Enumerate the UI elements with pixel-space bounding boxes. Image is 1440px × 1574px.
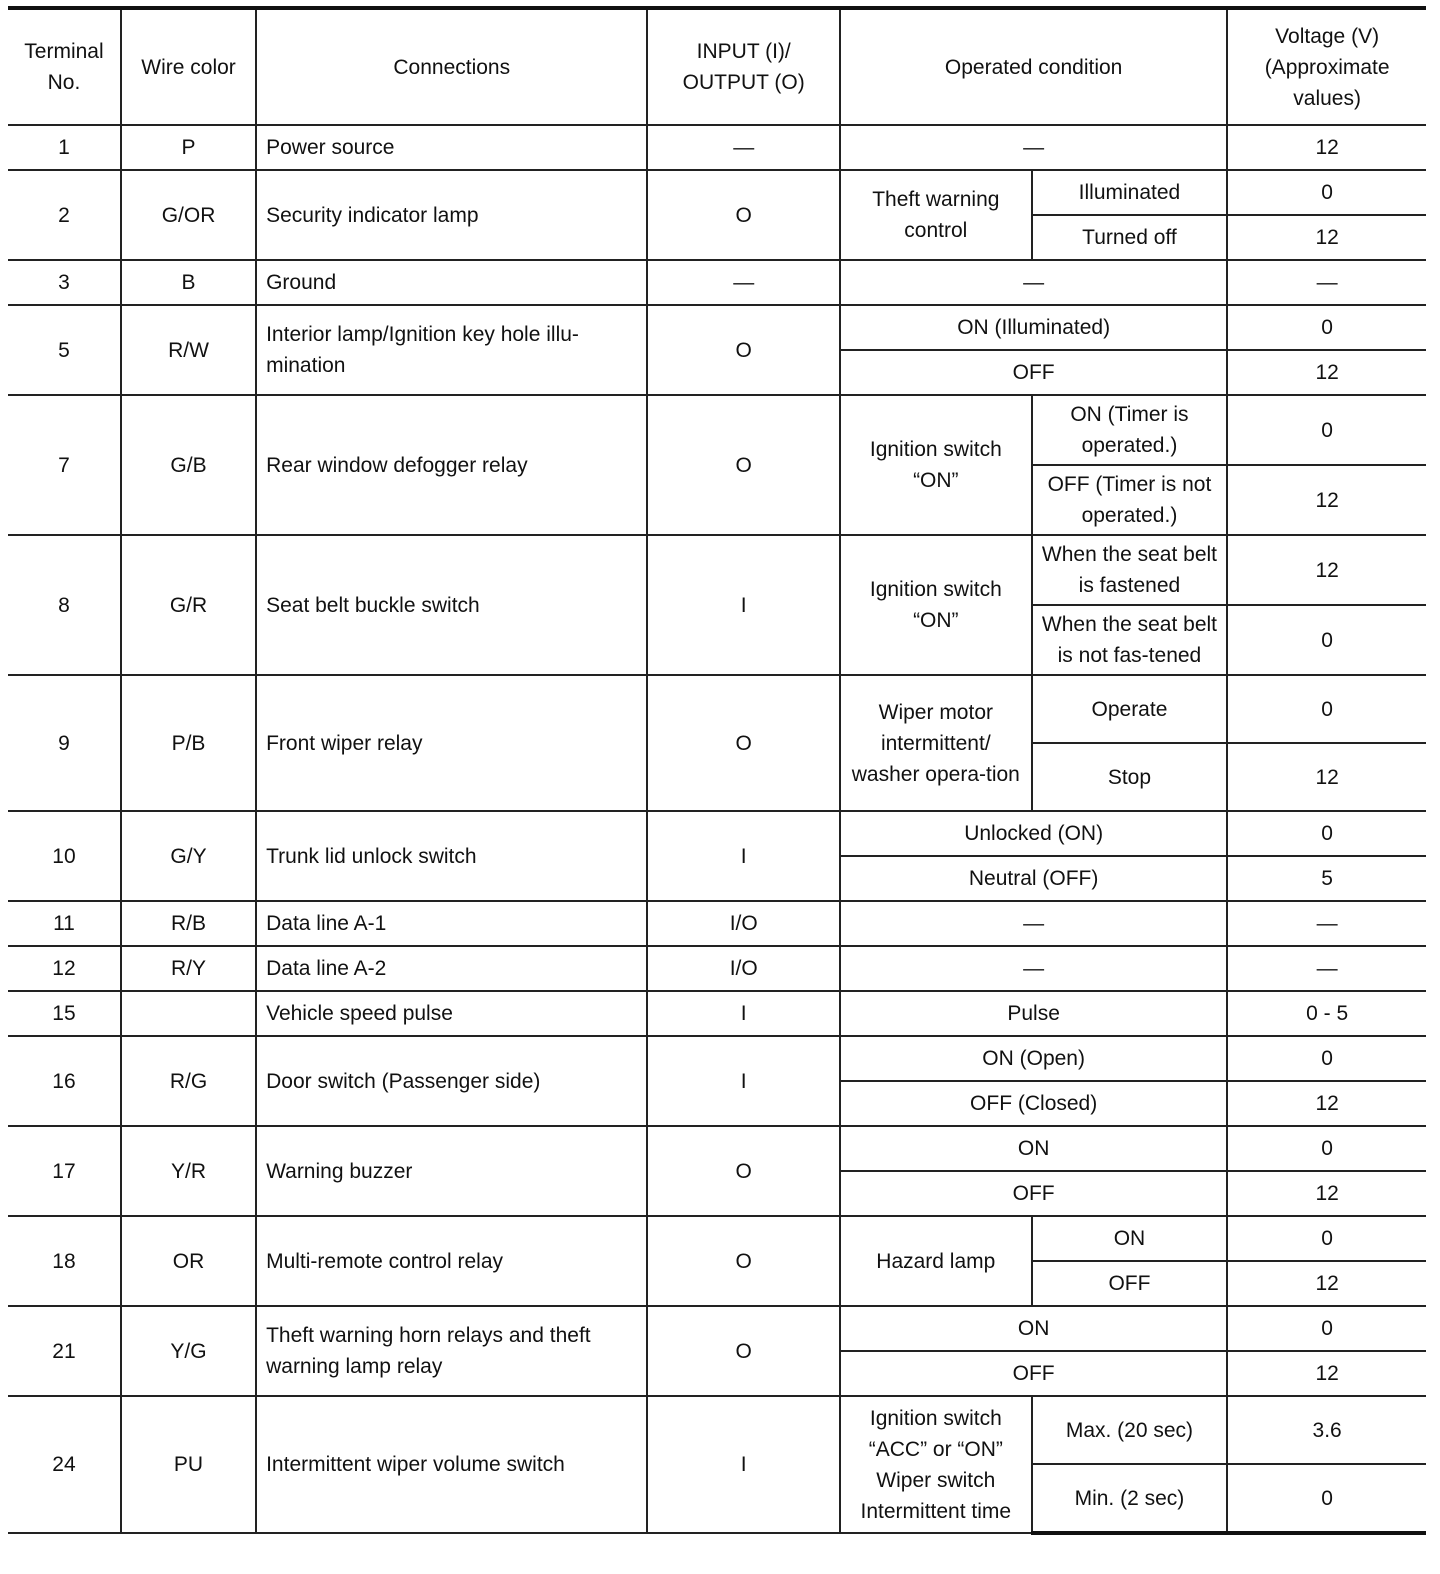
header-wire-color: Wire color xyxy=(121,8,256,125)
table-row xyxy=(8,125,1426,170)
voltage-cell: 0 xyxy=(1227,170,1426,215)
condition-cell: ON (Open) xyxy=(840,1036,1227,1081)
wire-color-cell: G/R xyxy=(121,535,256,675)
connections-cell: Power source xyxy=(256,125,647,170)
wire-color-cell: Y/G xyxy=(121,1306,256,1396)
wire-color-cell: G/Y xyxy=(121,811,256,901)
io-cell: I/O xyxy=(647,901,840,946)
connections-cell: Data line A-2 xyxy=(256,946,647,991)
terminal-cell: 18 xyxy=(8,1216,121,1306)
terminal-cell: 1 xyxy=(8,125,121,170)
connections-cell: Trunk lid unlock switch xyxy=(256,811,647,901)
wire-color-cell: B xyxy=(121,260,256,305)
io-cell: O xyxy=(647,675,840,811)
header-row xyxy=(8,8,1426,125)
voltage-cell: 0 xyxy=(1227,675,1426,743)
terminal-cell: 11 xyxy=(8,901,121,946)
table-row xyxy=(8,305,1426,350)
voltage-cell: 0 - 5 xyxy=(1227,991,1426,1036)
condition-cell: — xyxy=(840,946,1227,991)
connections-cell: Security indicator lamp xyxy=(256,170,647,260)
voltage-cell: 0 xyxy=(1227,395,1426,465)
wire-color-cell: R/G xyxy=(121,1036,256,1126)
voltage-cell: 12 xyxy=(1227,1351,1426,1396)
voltage-cell: 12 xyxy=(1227,215,1426,260)
voltage-cell: 0 xyxy=(1227,1216,1426,1261)
condition-cell: ON xyxy=(840,1306,1227,1351)
io-cell: I xyxy=(647,1396,840,1533)
wire-color-cell: P xyxy=(121,125,256,170)
table-row xyxy=(8,1306,1426,1351)
voltage-cell: 0 xyxy=(1227,305,1426,350)
condition-cell: OFF xyxy=(840,350,1227,395)
connections-cell: Intermittent wiper volume switch xyxy=(256,1396,647,1533)
header-operated-condition: Operated condition xyxy=(840,8,1227,125)
terminal-cell: 16 xyxy=(8,1036,121,1126)
condition-cell: Pulse xyxy=(840,991,1227,1036)
wire-color-cell: R/W xyxy=(121,305,256,395)
terminal-cell: 12 xyxy=(8,946,121,991)
io-cell: I xyxy=(647,991,840,1036)
connections-cell: Rear window defogger relay xyxy=(256,395,647,535)
voltage-cell: 12 xyxy=(1227,465,1426,535)
terminal-cell: 3 xyxy=(8,260,121,305)
voltage-cell: 5 xyxy=(1227,856,1426,901)
condition-sub-cell: Stop xyxy=(1032,743,1228,811)
condition-sub-cell: OFF xyxy=(1032,1261,1228,1306)
wire-color-cell: G/OR xyxy=(121,170,256,260)
voltage-cell: 12 xyxy=(1227,350,1426,395)
condition-cell: — xyxy=(840,901,1227,946)
table-row xyxy=(8,991,1426,1036)
wire-color-cell xyxy=(121,991,256,1036)
io-cell: I xyxy=(647,535,840,675)
condition-sub-cell: ON xyxy=(1032,1216,1228,1261)
condition-cell: ON xyxy=(840,1126,1227,1171)
condition-main-cell: Ignition switch “ACC” or “ON” Wiper switch Intermittent time xyxy=(840,1396,1032,1533)
wire-color-cell: OR xyxy=(121,1216,256,1306)
wire-color-cell: P/B xyxy=(121,675,256,811)
terminal-cell: 21 xyxy=(8,1306,121,1396)
condition-sub-cell: When the seat belt is not fas-tened xyxy=(1032,605,1228,675)
connections-cell: Front wiper relay xyxy=(256,675,647,811)
connections-cell: Warning buzzer xyxy=(256,1126,647,1216)
voltage-cell: — xyxy=(1227,901,1426,946)
header-terminal: Terminal No. xyxy=(8,8,121,125)
condition-cell: OFF (Closed) xyxy=(840,1081,1227,1126)
terminal-cell: 24 xyxy=(8,1396,121,1533)
table-row xyxy=(8,1216,1426,1261)
io-cell: O xyxy=(647,1216,840,1306)
header-input-output: INPUT (I)/ OUTPUT (O) xyxy=(647,8,840,125)
table-row xyxy=(8,901,1426,946)
io-cell: O xyxy=(647,395,840,535)
io-cell: — xyxy=(647,125,840,170)
voltage-cell: 0 xyxy=(1227,1126,1426,1171)
wire-color-cell: G/B xyxy=(121,395,256,535)
voltage-cell: 12 xyxy=(1227,1081,1426,1126)
wire-color-cell: PU xyxy=(121,1396,256,1533)
voltage-cell: 0 xyxy=(1227,1464,1426,1533)
condition-cell: Neutral (OFF) xyxy=(840,856,1227,901)
condition-cell: OFF xyxy=(840,1171,1227,1216)
terminal-cell: 5 xyxy=(8,305,121,395)
voltage-cell: 12 xyxy=(1227,743,1426,811)
voltage-cell: 0 xyxy=(1227,811,1426,856)
terminal-cell: 8 xyxy=(8,535,121,675)
voltage-cell: 3.6 xyxy=(1227,1396,1426,1464)
header-connections: Connections xyxy=(256,8,647,125)
voltage-cell: 12 xyxy=(1227,1171,1426,1216)
condition-sub-cell: Illuminated xyxy=(1032,170,1228,215)
terminal-table-container xyxy=(8,6,1426,1535)
condition-cell: ON (Illuminated) xyxy=(840,305,1227,350)
condition-sub-cell: ON (Timer is operated.) xyxy=(1032,395,1228,465)
condition-main-cell: Wiper motor intermittent/ washer opera-tion xyxy=(840,675,1032,811)
io-cell: O xyxy=(647,1306,840,1396)
connections-cell: Theft warning horn relays and theft warning lamp relay xyxy=(256,1306,647,1396)
table-row xyxy=(8,170,1426,215)
voltage-cell: — xyxy=(1227,260,1426,305)
table-row xyxy=(8,1126,1426,1171)
terminal-cell: 15 xyxy=(8,991,121,1036)
voltage-cell: 0 xyxy=(1227,1306,1426,1351)
connections-cell: Door switch (Passenger side) xyxy=(256,1036,647,1126)
io-cell: — xyxy=(647,260,840,305)
terminal-cell: 2 xyxy=(8,170,121,260)
condition-cell: Unlocked (ON) xyxy=(840,811,1227,856)
condition-cell: — xyxy=(840,125,1227,170)
condition-main-cell: Ignition switch “ON” xyxy=(840,535,1032,675)
io-cell: I xyxy=(647,1036,840,1126)
condition-sub-cell: When the seat belt is fastened xyxy=(1032,535,1228,605)
connections-cell: Data line A-1 xyxy=(256,901,647,946)
table-row xyxy=(8,946,1426,991)
table-row xyxy=(8,1396,1426,1464)
io-cell: I/O xyxy=(647,946,840,991)
connections-cell: Ground xyxy=(256,260,647,305)
terminal-cell: 9 xyxy=(8,675,121,811)
terminal-cell: 10 xyxy=(8,811,121,901)
condition-main-cell: Hazard lamp xyxy=(840,1216,1032,1306)
condition-sub-cell: Min. (2 sec) xyxy=(1032,1464,1228,1533)
connections-cell: Seat belt buckle switch xyxy=(256,535,647,675)
condition-cell: OFF xyxy=(840,1351,1227,1396)
condition-sub-cell: Operate xyxy=(1032,675,1228,743)
voltage-cell: 0 xyxy=(1227,1036,1426,1081)
connections-cell: Multi-remote control relay xyxy=(256,1216,647,1306)
wire-color-cell: Y/R xyxy=(121,1126,256,1216)
condition-cell: — xyxy=(840,260,1227,305)
io-cell: O xyxy=(647,305,840,395)
connections-cell: Vehicle speed pulse xyxy=(256,991,647,1036)
header-voltage: Voltage (V) (Approximate values) xyxy=(1227,8,1426,125)
table-row xyxy=(8,260,1426,305)
wire-color-cell: R/B xyxy=(121,901,256,946)
condition-main-cell: Theft warning control xyxy=(840,170,1032,260)
voltage-cell: 0 xyxy=(1227,605,1426,675)
io-cell: O xyxy=(647,1126,840,1216)
condition-main-cell: Ignition switch “ON” xyxy=(840,395,1032,535)
voltage-cell: 12 xyxy=(1227,1261,1426,1306)
table-row xyxy=(8,1036,1426,1081)
io-cell: I xyxy=(647,811,840,901)
table-row xyxy=(8,535,1426,605)
condition-sub-cell: OFF (Timer is not operated.) xyxy=(1032,465,1228,535)
table-row xyxy=(8,811,1426,856)
voltage-cell: 12 xyxy=(1227,125,1426,170)
terminal-voltage-table xyxy=(8,6,1426,1535)
table-row xyxy=(8,675,1426,743)
condition-sub-cell: Max. (20 sec) xyxy=(1032,1396,1228,1464)
connections-cell: Interior lamp/Ignition key hole illu-mination xyxy=(256,305,647,395)
terminal-cell: 17 xyxy=(8,1126,121,1216)
voltage-cell: — xyxy=(1227,946,1426,991)
table-row xyxy=(8,395,1426,465)
terminal-cell: 7 xyxy=(8,395,121,535)
io-cell: O xyxy=(647,170,840,260)
condition-sub-cell: Turned off xyxy=(1032,215,1228,260)
wire-color-cell: R/Y xyxy=(121,946,256,991)
voltage-cell: 12 xyxy=(1227,535,1426,605)
